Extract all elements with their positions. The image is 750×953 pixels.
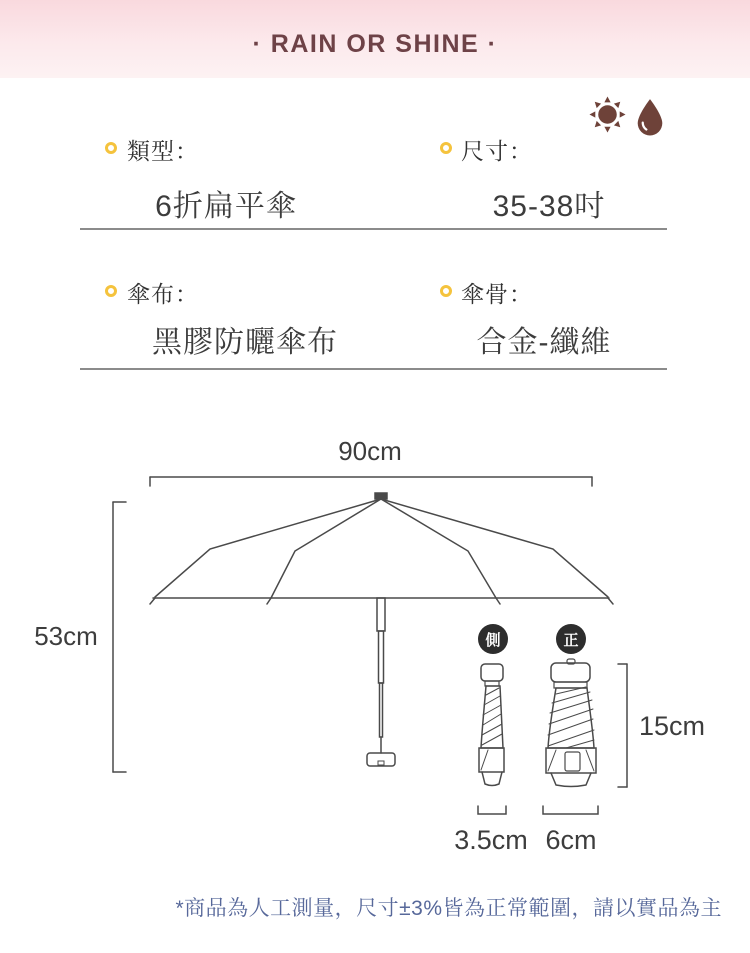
folded-umbrella-front-drawing <box>546 659 596 787</box>
measurement-disclaimer: *商品為人工測量，尺寸±3%皆為正常範圍，請以實品為主 <box>175 897 722 920</box>
front-view-badge: 正 <box>556 624 586 654</box>
bullet-icon <box>440 285 452 297</box>
water-drop-icon <box>636 98 664 136</box>
spec-label-type: 類型： <box>127 138 199 164</box>
spec-label-ribs: 傘骨： <box>461 281 533 307</box>
divider <box>80 228 667 230</box>
spec-label-fabric: 傘布： <box>127 281 199 307</box>
width-measure-line <box>150 477 592 486</box>
bullet-icon <box>105 285 117 297</box>
header-banner <box>0 0 750 78</box>
page-title: · RAIN OR SHINE · <box>252 29 498 58</box>
folded-height-label: 15cm <box>639 711 706 741</box>
folded-umbrella-side-drawing <box>479 664 504 786</box>
folded-front-width-label: 6cm <box>545 825 597 855</box>
bullet-icon <box>105 142 117 154</box>
open-umbrella-drawing <box>150 493 613 766</box>
open-height-label: 53cm <box>34 621 98 651</box>
bullet-icon <box>440 142 452 154</box>
side-view-badge: 側 <box>478 624 508 654</box>
sun-icon <box>588 95 627 134</box>
folded-side-width-label: 3.5cm <box>454 825 528 855</box>
spec-value-size: 35-38吋 <box>492 190 606 223</box>
umbrella-dimension-diagram <box>0 420 750 870</box>
folded-width-measure-brackets <box>478 806 598 814</box>
divider <box>80 368 667 370</box>
folded-height-measure-line <box>618 664 627 787</box>
spec-value-ribs: 合金-纖維 <box>476 326 612 359</box>
spec-value-fabric: 黑膠防曬傘布 <box>152 326 338 359</box>
spec-label-size: 尺寸： <box>461 138 533 164</box>
spec-value-type: 6折扁平傘 <box>155 190 297 223</box>
open-width-label: 90cm <box>338 436 402 466</box>
height-measure-line <box>113 502 126 772</box>
